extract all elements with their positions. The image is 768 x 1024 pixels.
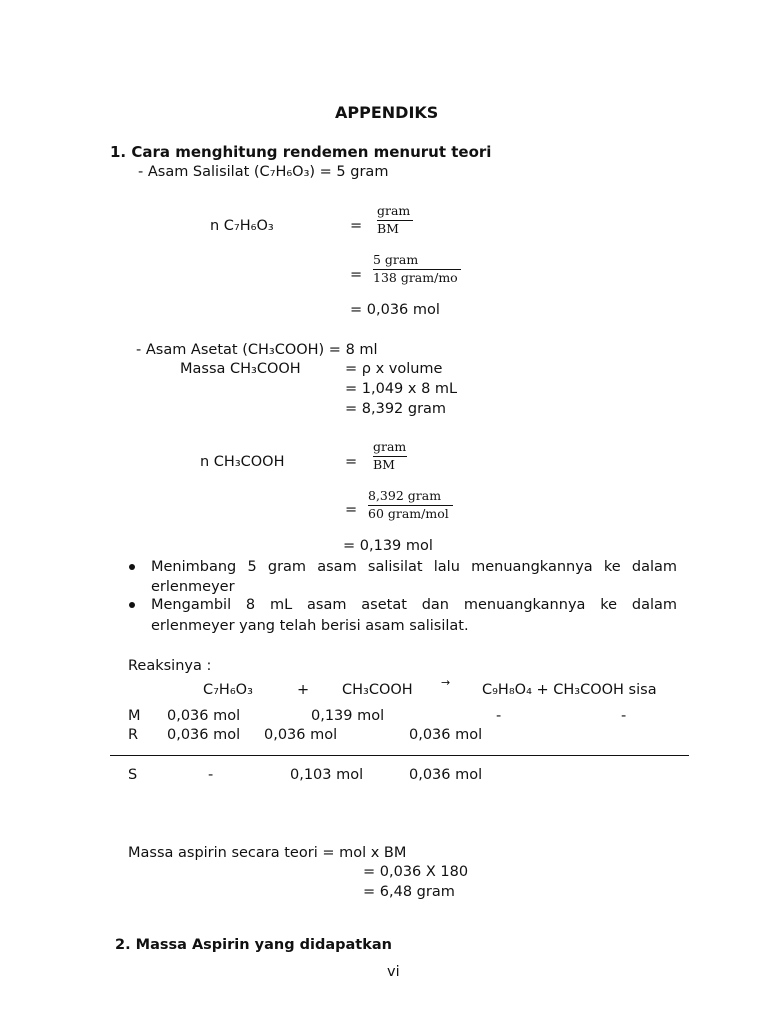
bullet-icon xyxy=(129,602,135,608)
plus-sign: + xyxy=(297,682,310,698)
reaksi-label: Reaksinya : xyxy=(128,658,212,674)
equals-sign: = xyxy=(345,454,358,470)
reactant-salisilat: C₇H₆O₃ xyxy=(203,682,253,698)
massa-eq2: = 1,049 x 8 mL xyxy=(345,381,458,397)
massa-aspirin-eq1: = 0,036 X 180 xyxy=(363,864,469,880)
fraction-5gram xyxy=(373,252,461,288)
massa-eq3: = 8,392 gram xyxy=(345,401,447,417)
table-row-s-label: S xyxy=(128,767,138,783)
massa-label: Massa CH₃COOH xyxy=(180,361,301,377)
equals-sign: = xyxy=(350,267,363,283)
equals-sign: = xyxy=(345,502,358,518)
bullet2-line2: erlenmeyer yang telah berisi asam salisilat. xyxy=(151,618,469,634)
fraction-gram-bm-2 xyxy=(373,439,407,475)
table-row-m-label: M xyxy=(128,708,141,724)
fraction-numerator: gram xyxy=(373,439,407,454)
fraction-numerator: 5 gram xyxy=(373,252,419,267)
bullet1-line2: erlenmeyer xyxy=(151,579,235,595)
result-mol-asetat: = 0,139 mol xyxy=(343,538,433,554)
equals-sign: = xyxy=(350,218,363,234)
page-title: APPENDIKS xyxy=(335,103,439,122)
n-asetat-label: n CH₃COOH xyxy=(200,454,285,470)
reaction-arrow: → xyxy=(441,676,451,689)
asetat-line: - Asam Asetat (CH₃COOH) = 8 ml xyxy=(136,342,378,358)
table-cell: 0,036 mol xyxy=(167,727,241,743)
result-mol-salisilat: = 0,036 mol xyxy=(350,302,440,318)
table-cell: 0,139 mol xyxy=(311,708,385,724)
fraction-denominator: 60 gram/mol xyxy=(368,506,449,521)
table-row-r-label: R xyxy=(128,727,139,743)
fraction-numerator: gram xyxy=(377,203,411,218)
fraction-8392gram xyxy=(368,488,453,524)
table-cell: 0,036 mol xyxy=(409,767,483,783)
section1-heading: 1. Cara menghitung rendemen menurut teori xyxy=(110,143,492,161)
table-cell: 0,036 mol xyxy=(264,727,338,743)
massa-aspirin-line: Massa aspirin secara teori = mol x BM xyxy=(128,845,407,861)
table-cell: 0,036 mol xyxy=(409,727,483,743)
fraction-numerator: 8,392 gram xyxy=(368,488,442,503)
bullet-icon xyxy=(129,564,135,570)
massa-aspirin-eq2: = 6,48 gram xyxy=(363,884,455,900)
table-cell: - xyxy=(496,708,502,724)
n-salisilat-label: n C₇H₆O₃ xyxy=(210,218,274,234)
table-cell: - xyxy=(621,708,627,724)
page-number: vi xyxy=(387,964,400,980)
fraction-denominator: BM xyxy=(377,221,399,236)
reactant-asetat: CH₃COOH xyxy=(342,682,413,698)
bullet1-line1: Menimbang 5 gram asam salisilat lalu menuangkannya ke dalam xyxy=(151,559,677,575)
table-cell: 0,103 mol xyxy=(290,767,364,783)
reaction-products: C₉H₈O₄ + CH₃COOH sisa xyxy=(482,682,657,698)
bullet2-line1: Mengambil 8 mL asam asetat dan menuangkannya ke dalam xyxy=(151,597,677,613)
fraction-denominator: 138 gram/mo xyxy=(373,270,458,285)
massa-eq1: = ρ x volume xyxy=(345,361,443,377)
salisilat-line: - Asam Salisilat (C₇H₆O₃) = 5 gram xyxy=(138,164,389,180)
fraction-denominator: BM xyxy=(373,457,395,472)
table-cell: - xyxy=(208,767,214,783)
table-cell: 0,036 mol xyxy=(167,708,241,724)
section2-heading: 2. Massa Aspirin yang didapatkan xyxy=(115,937,392,953)
fraction-gram-bm-1 xyxy=(377,203,413,239)
divider-line xyxy=(110,755,689,756)
